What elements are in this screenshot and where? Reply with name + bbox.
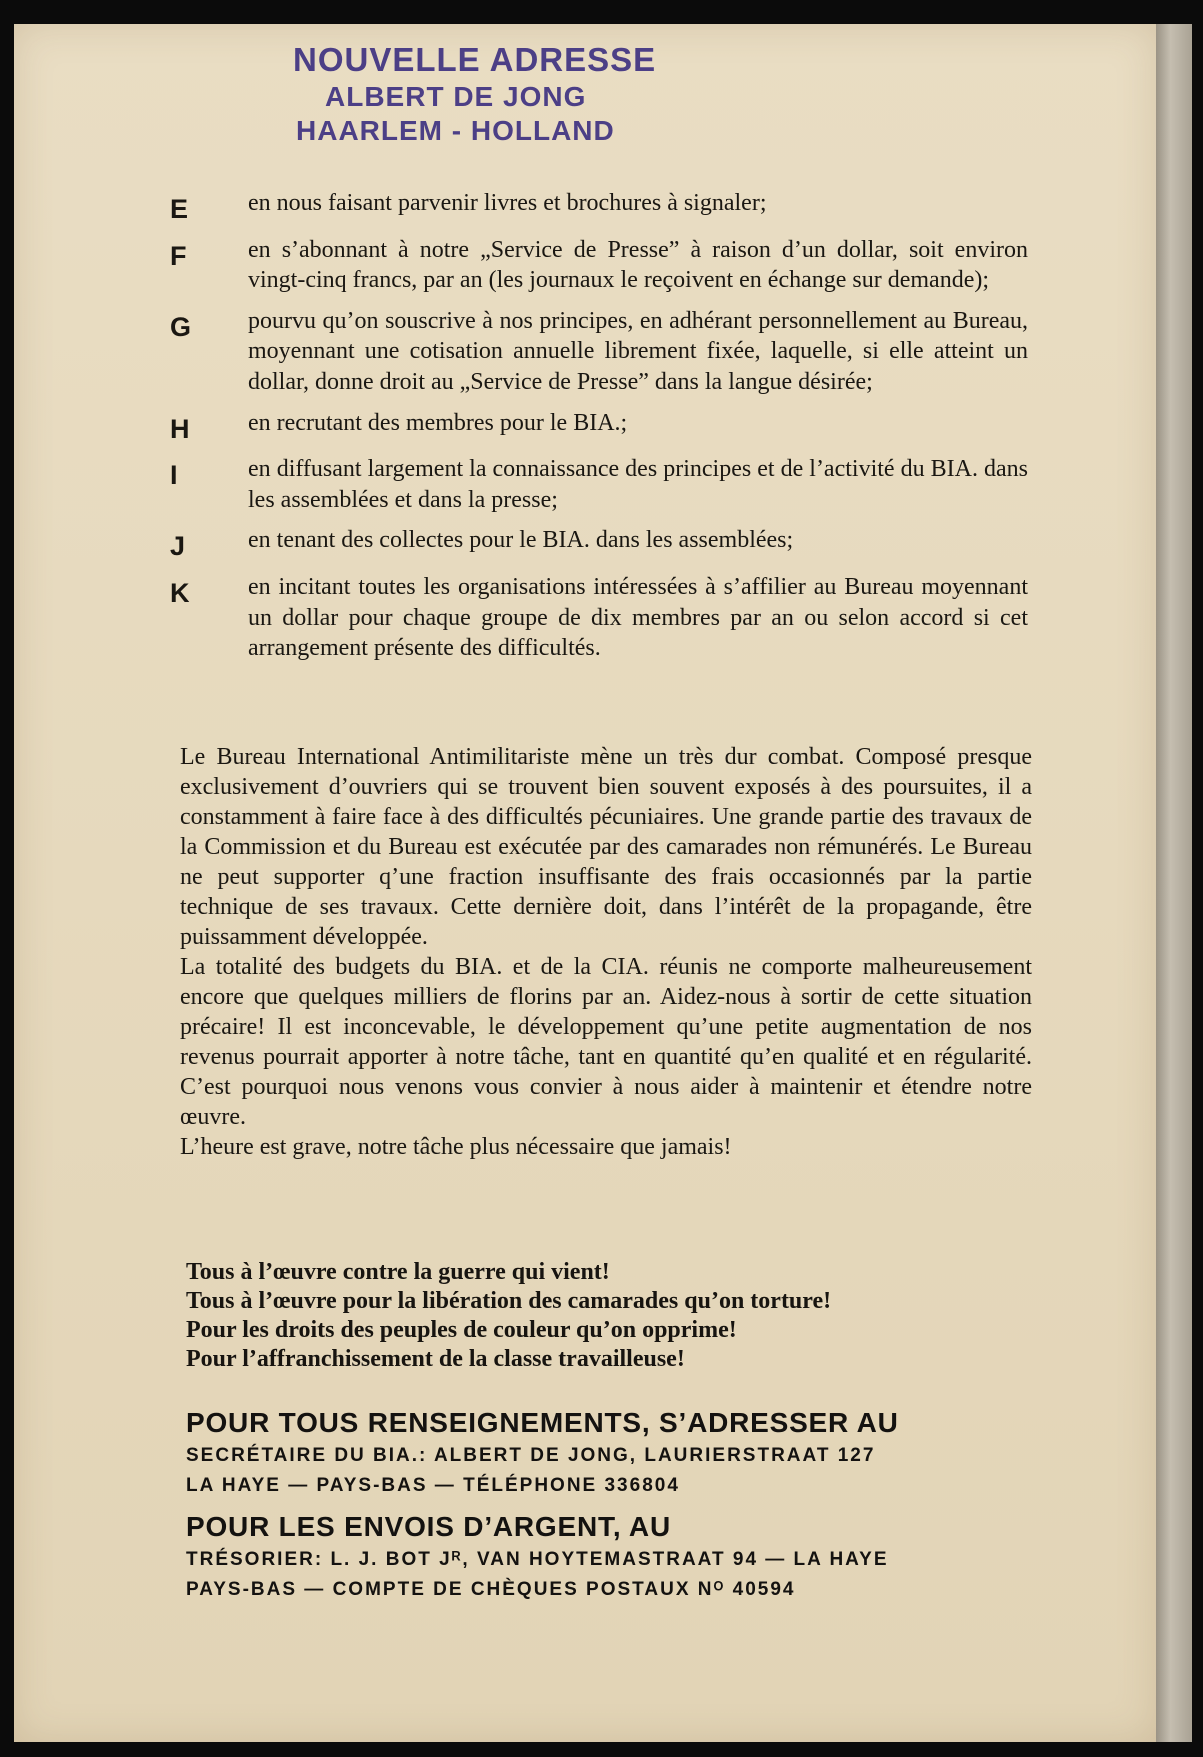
address-stamp <box>280 40 656 148</box>
list-item-text: en recrutant des membres pour le BIA.; <box>248 409 628 436</box>
body-paragraph: Le Bureau International Antimilitariste mène un très dur combat. Composé presque exclusivement d’ouvriers qui se trouvent bien souvent exposés à des poursuites, il a constamment à faire face à des difficultés pécuniaires. Une grande partie des travaux de la Commission et du Bureau est exécutée par des camarades non rémunérés. Le Bureau ne peut supporter q’une fraction insuffisante des frais occasionnés par la partie technique de ses travaux. Cette dernière doit, dans l’intérêt de la propagande, être puissamment développée. <box>180 744 1032 950</box>
list-item-letter: E <box>170 194 189 224</box>
call-line: Tous à l’œuvre pour la libération des camarades qu’on torture! <box>186 1288 832 1314</box>
body-paragraph: L’heure est grave, notre tâche plus nécessaire que jamais! <box>180 1134 732 1160</box>
list-item-text: en incitant toutes les organisations intéressées à s’affilier au Bureau moyennant un dollar pour chaque groupe de dix membres par an ou selon accord si cet arrangement présente des difficultés. <box>248 573 1028 662</box>
list-item-letter: K <box>170 577 190 608</box>
list-item <box>170 572 1030 664</box>
list-item-letter: G <box>170 311 192 342</box>
list-item-letter: J <box>170 531 186 562</box>
list-item-letter: I <box>170 460 178 491</box>
list-item <box>170 408 1030 445</box>
stamp-line-3: HAARLEM - HOLLAND <box>296 115 615 146</box>
treasurer-address: TRÉSORIER: L. J. BOT Jᴿ, VAN HOYTEMASTRAAT 94 — LA HAYE <box>186 1549 889 1570</box>
stamp-line-1: NOUVELLE ADRESSE <box>293 41 657 78</box>
body-paragraph: La totalité des budgets du BIA. et de la CIA. réunis ne comporte malheureusement encore que quelques milliers de florins par an. Aidez-nous à sortir de cette situation précaire! Il est inconcevable, le développement qu’une petite augmentation de nos revenus pourrait apporter à notre tâche, tant en quantité qu’en qualité et en régularité. C’est pourquoi nous venons vous convier à nous aider à maintenir et étendre notre œuvre. <box>180 954 1032 1130</box>
list-item <box>170 306 1030 398</box>
info-heading: POUR TOUS RENSEIGNEMENTS, S’ADRESSER AU <box>186 1407 899 1438</box>
money-heading: POUR LES ENVOIS D’ARGENT, AU <box>186 1511 671 1542</box>
list-item-text: pourvu qu’on souscrive à nos principes, en adhérant personnellement au Bureau, moyennant une cotisation annuelle librement fixée, laquelle, si elle atteint un dollar, donne droit au „Service de Presse” dans la langue désirée; <box>248 307 1028 395</box>
call-to-action <box>186 1258 1036 1374</box>
stamp-line-2: ALBERT DE JONG <box>325 81 587 112</box>
body-text <box>180 742 1032 1162</box>
list-item <box>170 525 1030 562</box>
list-item <box>170 235 1030 296</box>
list-item-text: en tenant des collectes pour le BIA. dans les assemblées; <box>248 527 794 554</box>
secretary-phone: LA HAYE — PAYS-BAS — TÉLÉPHONE 336804 <box>186 1475 680 1496</box>
call-line: Pour l’affranchissement de la classe travailleuse! <box>186 1346 685 1372</box>
secretary-address: SECRÉTAIRE DU BIA.: ALBERT DE JONG, LAURIERSTRAAT 127 <box>186 1445 876 1466</box>
support-list <box>170 188 1030 664</box>
booklet-spine <box>1156 24 1192 1742</box>
list-item-text: en nous faisant parvenir livres et brochures à signaler; <box>248 190 767 216</box>
contact-block <box>186 1405 1041 1605</box>
call-line: Pour les droits des peuples de couleur qu’on opprime! <box>186 1317 737 1343</box>
list-item-text: en s’abonnant à notre „Service de Presse” à raison d’un dollar, soit environ vingt-cinq francs, par an (les journaux le reçoivent en échange sur demande); <box>248 236 1028 294</box>
postal-account: PAYS-BAS — COMPTE DE CHÈQUES POSTAUX Nᴼ 40594 <box>186 1579 796 1600</box>
list-item-letter: F <box>170 240 187 271</box>
list-item <box>170 454 1030 515</box>
list-item-text: en diffusant largement la connaissance des principes et de l’activité du BIA. dans les assemblées et dans la presse; <box>248 456 1028 513</box>
list-item <box>170 188 1030 225</box>
list-item-letter: H <box>170 413 190 444</box>
call-line: Tous à l’œuvre contre la guerre qui vient! <box>186 1259 610 1285</box>
